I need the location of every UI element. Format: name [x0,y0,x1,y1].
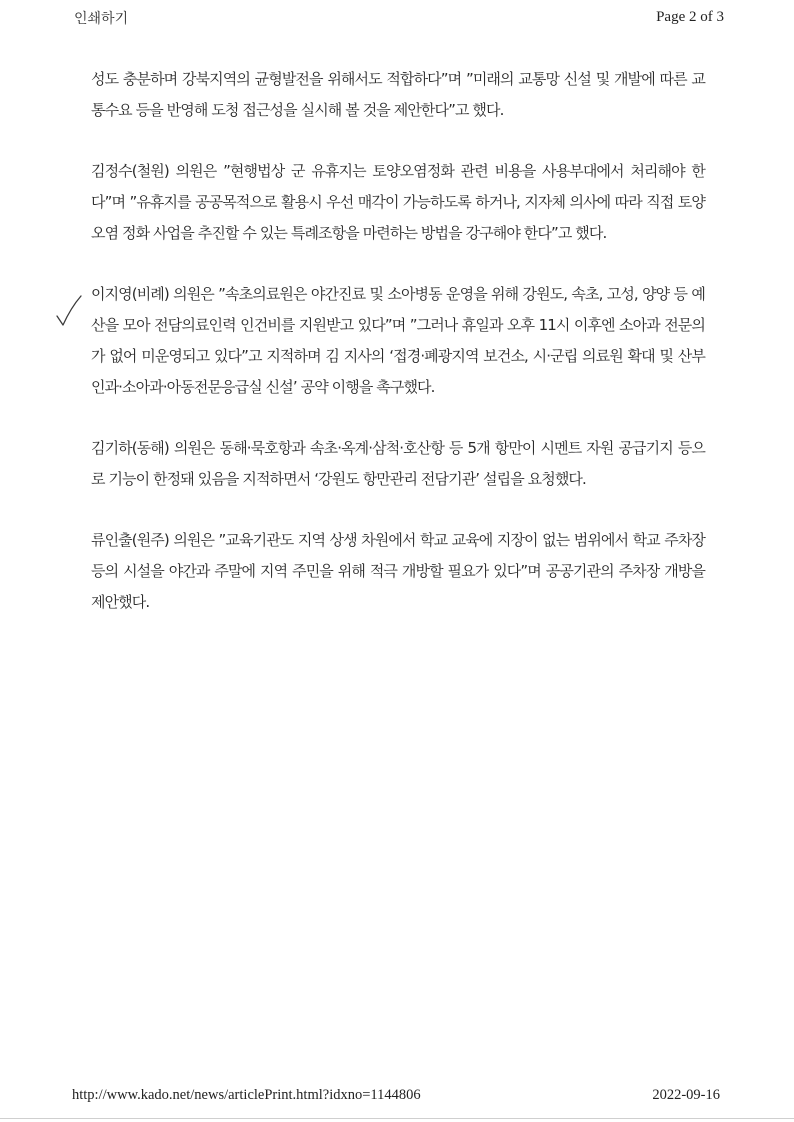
print-title: 인쇄하기 [74,11,129,27]
source-url: http://www.kado.net/news/articlePrint.html?idxno=1144806 [72,1087,421,1103]
paragraph-lee-jiyoung: 이지영(비례) 의원은 ”속초의료원은 야간진료 및 소아병동 운영을 위해 강원도, 속초, 고성, 양양 등 예산을 모아 전담의료인력 인건비를 지원받고 있다”며 ”그러나 휴일과 오후 11시 이후엔 소아과 전문의가 없어 미운영되고 있다”고 지적하며 김 지사의 ‘접경·폐광지역 보건소, 시·군립 의료원 확대 및 산부인과·소아과·아동전문응급실 신설’ 공약 이행을 촉구했다. [91,285,705,396]
paragraph-kim-jeongsu: 김정수(철원) 의원은 ”현행법상 군 유휴지는 토양오염정화 관련 비용을 사용부대에서 처리해야 한다”며 ”유휴지를 공공목적으로 활용시 우선 매각이 가능하도록 하거나, 지자체 의사에 따라 직접 토양오염 정화 사업을 추진할 수 있는 특례조항을 마련하는 방법을 강구해야 한다”고 했다. [91,162,705,242]
article-body [91,64,705,648]
handwritten-checkmark-icon [54,294,84,328]
page-indicator: Page 2 of 3 [656,9,724,25]
paragraph-ryu-inchul: 류인출(원주) 의원은 ”교육기관도 지역 상생 차원에서 학교 교육에 지장이 없는 범위에서 학교 주차장 등의 시설을 야간과 주말에 지역 주민을 위해 적극 개방할 필요가 있다”며 공공기관의 주차장 개방을 제안했다. [91,531,705,611]
print-date: 2022-09-16 [652,1087,720,1103]
paragraph-intro-continued: 성도 충분하며 강북지역의 균형발전을 위해서도 적합하다”며 ”미래의 교통망 신설 및 개발에 따른 교통수요 등을 반영해 도청 접근성을 실시해 볼 것을 제안한다”고 했다. [91,70,705,119]
paragraph-kim-giha: 김기하(동해) 의원은 동해·묵호항과 속초·옥계·삼척·호산항 등 5개 항만이 시멘트 자원 공급기지 등으로 기능이 한정돼 있음을 지적하면서 ‘강원도 항만관리 전담기관’ 설립을 요청했다. [91,439,705,488]
bottom-divider [0,1118,794,1119]
